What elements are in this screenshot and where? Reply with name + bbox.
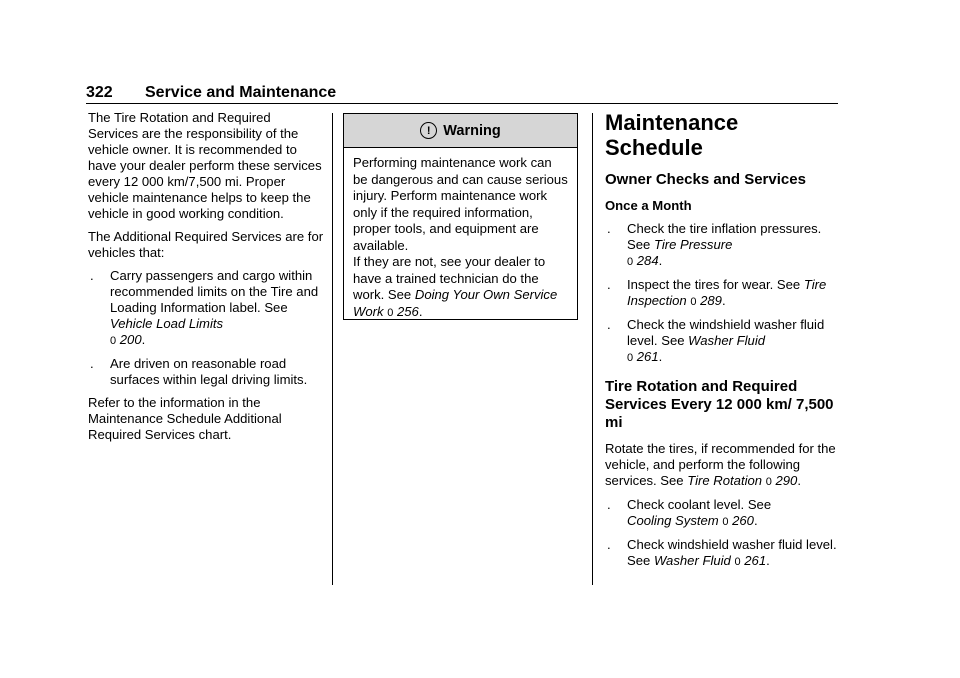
refer-paragraph: Refer to the information in the Maintenance Schedule Additional Required Services chart. <box>88 395 282 442</box>
left-column <box>88 110 324 450</box>
section-heading: Maintenance Schedule <box>605 110 739 160</box>
warning-box <box>343 113 578 320</box>
page-reference[interactable]: 260 <box>732 513 754 528</box>
rotation-paragraph: Rotate the tires, if recommended for the vehicle, and perform the following services. See Tire Rotation 0 290. <box>605 441 836 488</box>
right-column <box>605 110 840 577</box>
intro-paragraph: The Tire Rotation and Required Services are the responsibility of the vehicle owner. It is recommended to have your dealer perform these services every 12 000 km/7,500 mi. Proper vehicle maintenance helps to keep the vehicle in good working condition. <box>88 110 322 221</box>
list-item: . Carry passengers and cargo within recommended limits on the Tire and Loading Information label. See Vehicle Load Limits 0 200. <box>90 268 319 347</box>
warning-body <box>344 148 577 321</box>
subsubsection-heading: Once a Month <box>605 198 692 213</box>
bullet-marker: . <box>607 317 611 332</box>
cross-reference-link[interactable]: Washer Fluid <box>688 333 766 348</box>
page-ref-icon: 0 <box>722 516 729 528</box>
page-header <box>86 84 838 104</box>
column-divider-left <box>332 113 333 585</box>
list-item: . Check windshield washer fluid level. See Washer Fluid 0 261. <box>607 537 837 568</box>
bullet-marker: . <box>607 497 611 512</box>
section-title: Service and Maintenance <box>145 84 337 101</box>
list-item: . Inspect the tires for wear. See Tire Inspection 0 289. <box>607 277 827 308</box>
warning-text: Performing maintenance work can be dangerous and can cause serious injury. Perform maintenance work only if the required information, proper tools, and equipment are available. <box>353 155 568 253</box>
warning-header <box>344 114 577 148</box>
page-reference[interactable]: 200 <box>119 332 142 347</box>
page-reference[interactable]: 261 <box>636 349 659 364</box>
page-ref-icon: 0 <box>765 476 772 488</box>
page-ref-icon: 0 <box>627 352 634 364</box>
page-ref-icon: 0 <box>690 296 697 308</box>
page-ref-icon: 0 <box>387 306 394 319</box>
warning-text-2: If they are not, see your dealer to have a trained technician do the work. See Doing Your Own Service Work 0 256. <box>353 254 558 319</box>
bullet-marker: . <box>607 537 611 552</box>
subsection-heading: Owner Checks and Services <box>605 171 806 188</box>
page-ref-icon: 0 <box>734 556 741 568</box>
list-item: . Check the windshield washer fluid level. See Washer Fluid 0 261. <box>607 317 825 364</box>
cross-reference-link[interactable]: Tire Inspection <box>627 277 827 308</box>
page-number: 322 <box>86 84 113 101</box>
cross-reference-link[interactable]: Doing Your Own Service Work <box>353 287 558 319</box>
list-item: . Check the tire inflation pressures. See Tire Pressure 0 284. <box>607 221 822 268</box>
subsection-heading: Tire Rotation and Required Services Every 12 000 km/ 7,500 mi <box>605 378 834 431</box>
cross-reference-link[interactable]: Tire Rotation <box>687 473 763 488</box>
cross-reference-link[interactable]: Cooling System <box>627 513 719 528</box>
page-reference[interactable]: 284 <box>636 253 659 268</box>
page-reference[interactable]: 261 <box>744 553 767 568</box>
page-reference[interactable]: 290 <box>775 473 798 488</box>
warning-icon: ! <box>420 122 437 139</box>
bullet-marker: . <box>607 277 611 292</box>
cross-reference-link[interactable]: Washer Fluid <box>653 553 731 568</box>
bullet-marker: . <box>90 268 94 283</box>
bullet-marker: . <box>607 221 611 236</box>
cross-reference-link[interactable]: Vehicle Load Limits <box>110 316 224 331</box>
page-ref-icon: 0 <box>627 256 634 268</box>
header-rule <box>86 103 838 104</box>
cross-reference-link[interactable]: Tire Pressure <box>653 237 733 252</box>
page-reference[interactable]: 256 <box>396 303 419 319</box>
bullet-marker: . <box>90 356 94 371</box>
list-item: . Are driven on reasonable road surfaces within legal driving limits. <box>90 356 308 387</box>
column-divider-right <box>592 113 593 585</box>
page-ref-icon: 0 <box>110 335 117 347</box>
list-item: . Check coolant level. See Cooling System 0 260. <box>607 497 772 528</box>
additional-services-paragraph: The Additional Required Services are for vehicles that: <box>88 229 324 260</box>
warning-title: Warning <box>443 122 501 139</box>
page-reference[interactable]: 289 <box>700 293 722 308</box>
